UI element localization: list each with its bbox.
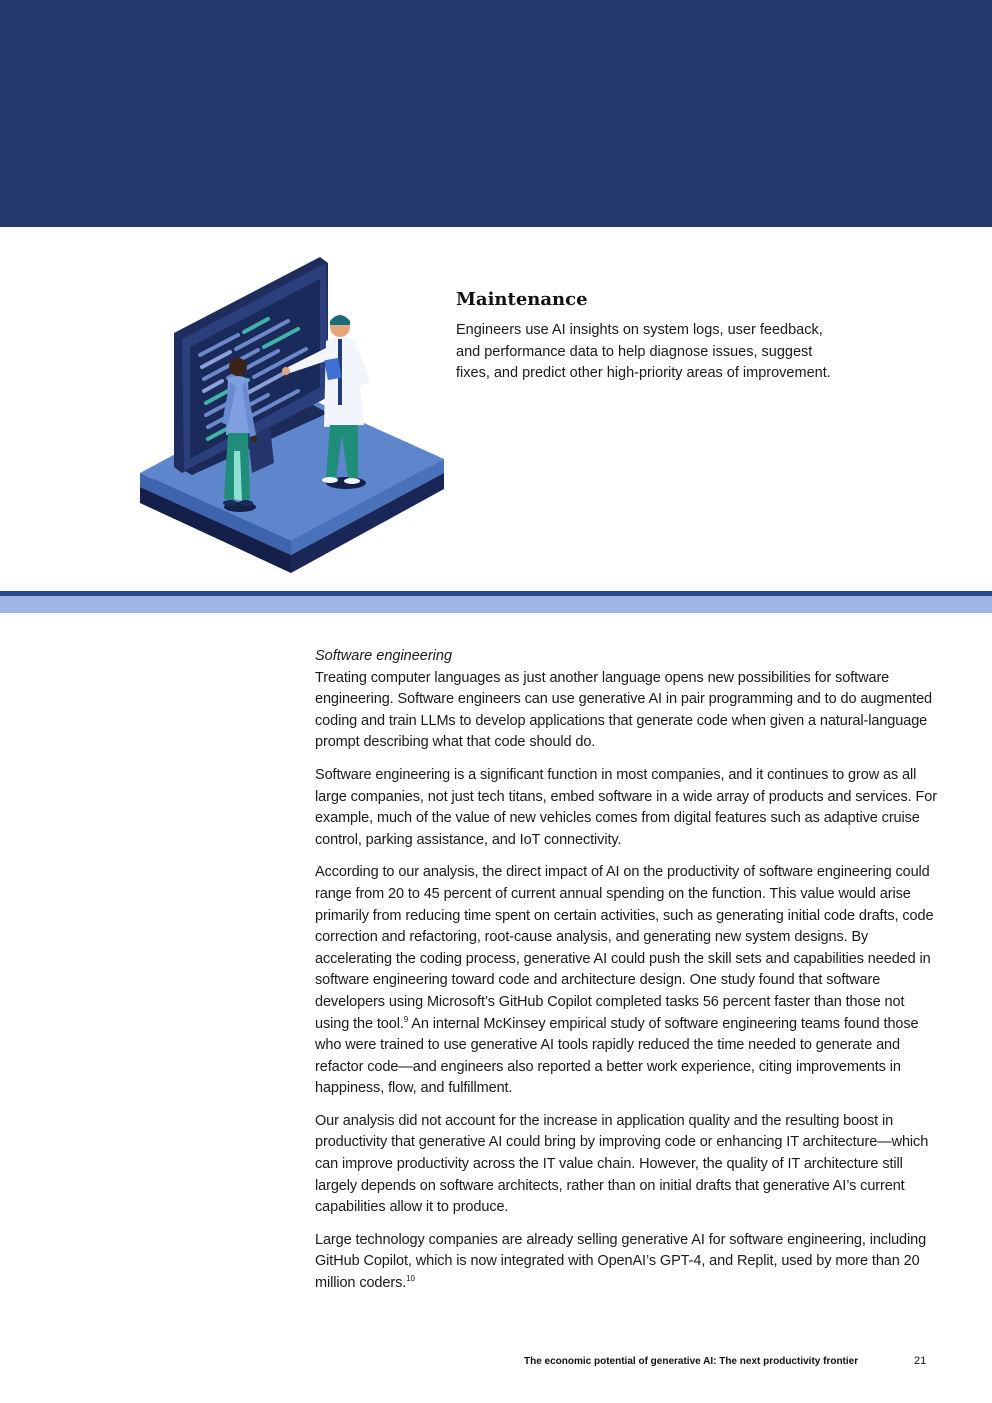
paragraph	[315, 862, 940, 1100]
paragraph: Our analysis did not account for the increase in application quality and the resulting boost in productivity that generative AI could bring by improving code or enhancing IT architecture—which can improve productivity across the IT value chain. However, the quality of IT architecture still largely depends on software architects, rather than on initial drafts that generative AI’s current capabilities allow it to produce.	[315, 1112, 929, 1216]
footnote-ref: 9	[403, 1014, 409, 1024]
paragraph: Treating computer languages as just another language opens new possibilities for software engineering. Software engineers can use generative AI in pair programming and to do augmented coding and train LLMs to develop applications that generate code when given a natural-language prompt describing what that code should do.	[315, 669, 933, 751]
paragraph-text: According to our analysis, the direct impact of AI on the productivity of software engineering could range from 20 to 45 percent of current annual spending on the function. This value would arise primarily from reducing time spent on certain activities, such as generating initial code drafts, code correction and refactoring, root-cause analysis, and generating new system designs. By accelerating the coding process, generative AI could push the skill sets and capabilities needed in software engineering toward code and architecture design. One study found that software developers using Microsoft’s GitHub Copilot completed tasks 56 percent faster than those not using the tool.	[315, 864, 934, 1032]
paragraph	[315, 1230, 940, 1295]
footnote-ref: 10	[406, 1274, 415, 1284]
panel-body: Engineers use AI insights on system logs, user feedback, and performance data to help diagnose issues, suggest fixes, and predict other high-priority areas of improvement.	[456, 322, 831, 382]
header-band	[0, 0, 992, 227]
paragraph: Software engineering is a significant function in most companies, and it continues to grow as all large companies, not just tech titans, embed software in a wide array of products and services. For example, much of the value of new vehicles comes from digital features such as adaptive cruise control, parking assistance, and IoT connectivity.	[315, 766, 937, 848]
paragraph-text: Large technology companies are already selling generative AI for software engineering, including GitHub Copilot, which is now integrated with OpenAI’s GPT-4, and Replit, used by more than 20 million coders.	[315, 1231, 927, 1292]
footer-title: The economic potential of generative AI: The next productivity frontier	[524, 1356, 859, 1367]
section-title: Software engineering	[315, 648, 453, 664]
engineers-at-code-screen-illustration	[138, 255, 448, 577]
article	[315, 646, 940, 1306]
section-divider-band	[0, 596, 992, 613]
page-number: 21	[914, 1355, 927, 1367]
panel-heading: Maintenance	[456, 289, 588, 310]
paragraph-text: An internal McKinsey empirical study of software engineering teams found those who were trained to use generative AI tools rapidly reduced the time needed to generate and refactor code—and engineers also reported a better work experience, citing improvements in happiness, flow, and fulfillment.	[315, 1015, 919, 1097]
